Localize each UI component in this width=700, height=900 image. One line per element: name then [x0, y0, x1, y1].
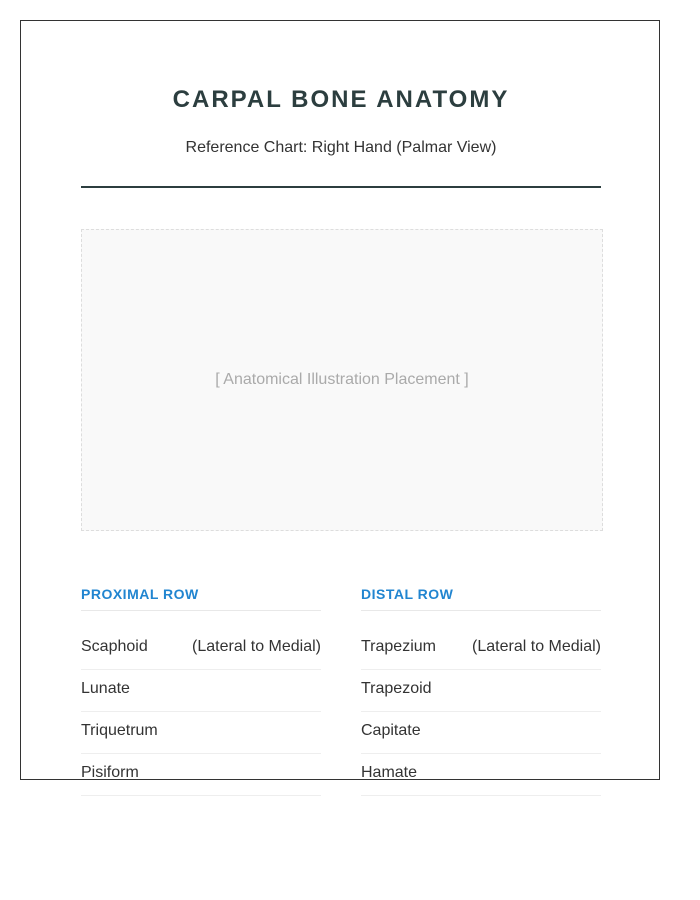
illustration-placeholder — [81, 229, 603, 531]
list-item — [81, 754, 321, 796]
order-note: (Lateral to Medial) — [192, 638, 321, 655]
list-item — [81, 611, 321, 670]
list-item — [361, 712, 601, 754]
illustration-placeholder-text: [ Anatomical Illustration Placement ] — [215, 371, 469, 388]
bone-name: Hamate — [361, 764, 418, 781]
list-item — [361, 611, 601, 670]
bone-name: Pisiform — [81, 764, 139, 781]
bone-name: Trapezium — [361, 638, 436, 655]
list-item — [361, 754, 601, 796]
list-item — [81, 712, 321, 754]
distal-row-heading: DISTAL ROW — [361, 584, 601, 611]
bone-name: Triquetrum — [81, 722, 158, 739]
bone-name: Lunate — [81, 680, 130, 697]
distal-row-column — [361, 584, 601, 796]
bone-name: Trapezoid — [361, 680, 432, 697]
list-item — [361, 670, 601, 712]
distal-row-list — [361, 611, 601, 796]
list-item — [81, 670, 321, 712]
proximal-row-column — [81, 584, 321, 796]
page-title: CARPAL BONE ANATOMY — [172, 86, 510, 113]
order-note: (Lateral to Medial) — [472, 638, 601, 655]
header-divider — [81, 186, 601, 188]
bone-name: Capitate — [361, 722, 421, 739]
bone-name: Scaphoid — [81, 638, 148, 655]
proximal-row-list — [81, 611, 321, 796]
page-subtitle: Reference Chart: Right Hand (Palmar View) — [185, 139, 497, 156]
proximal-row-heading: PROXIMAL ROW — [81, 584, 321, 611]
